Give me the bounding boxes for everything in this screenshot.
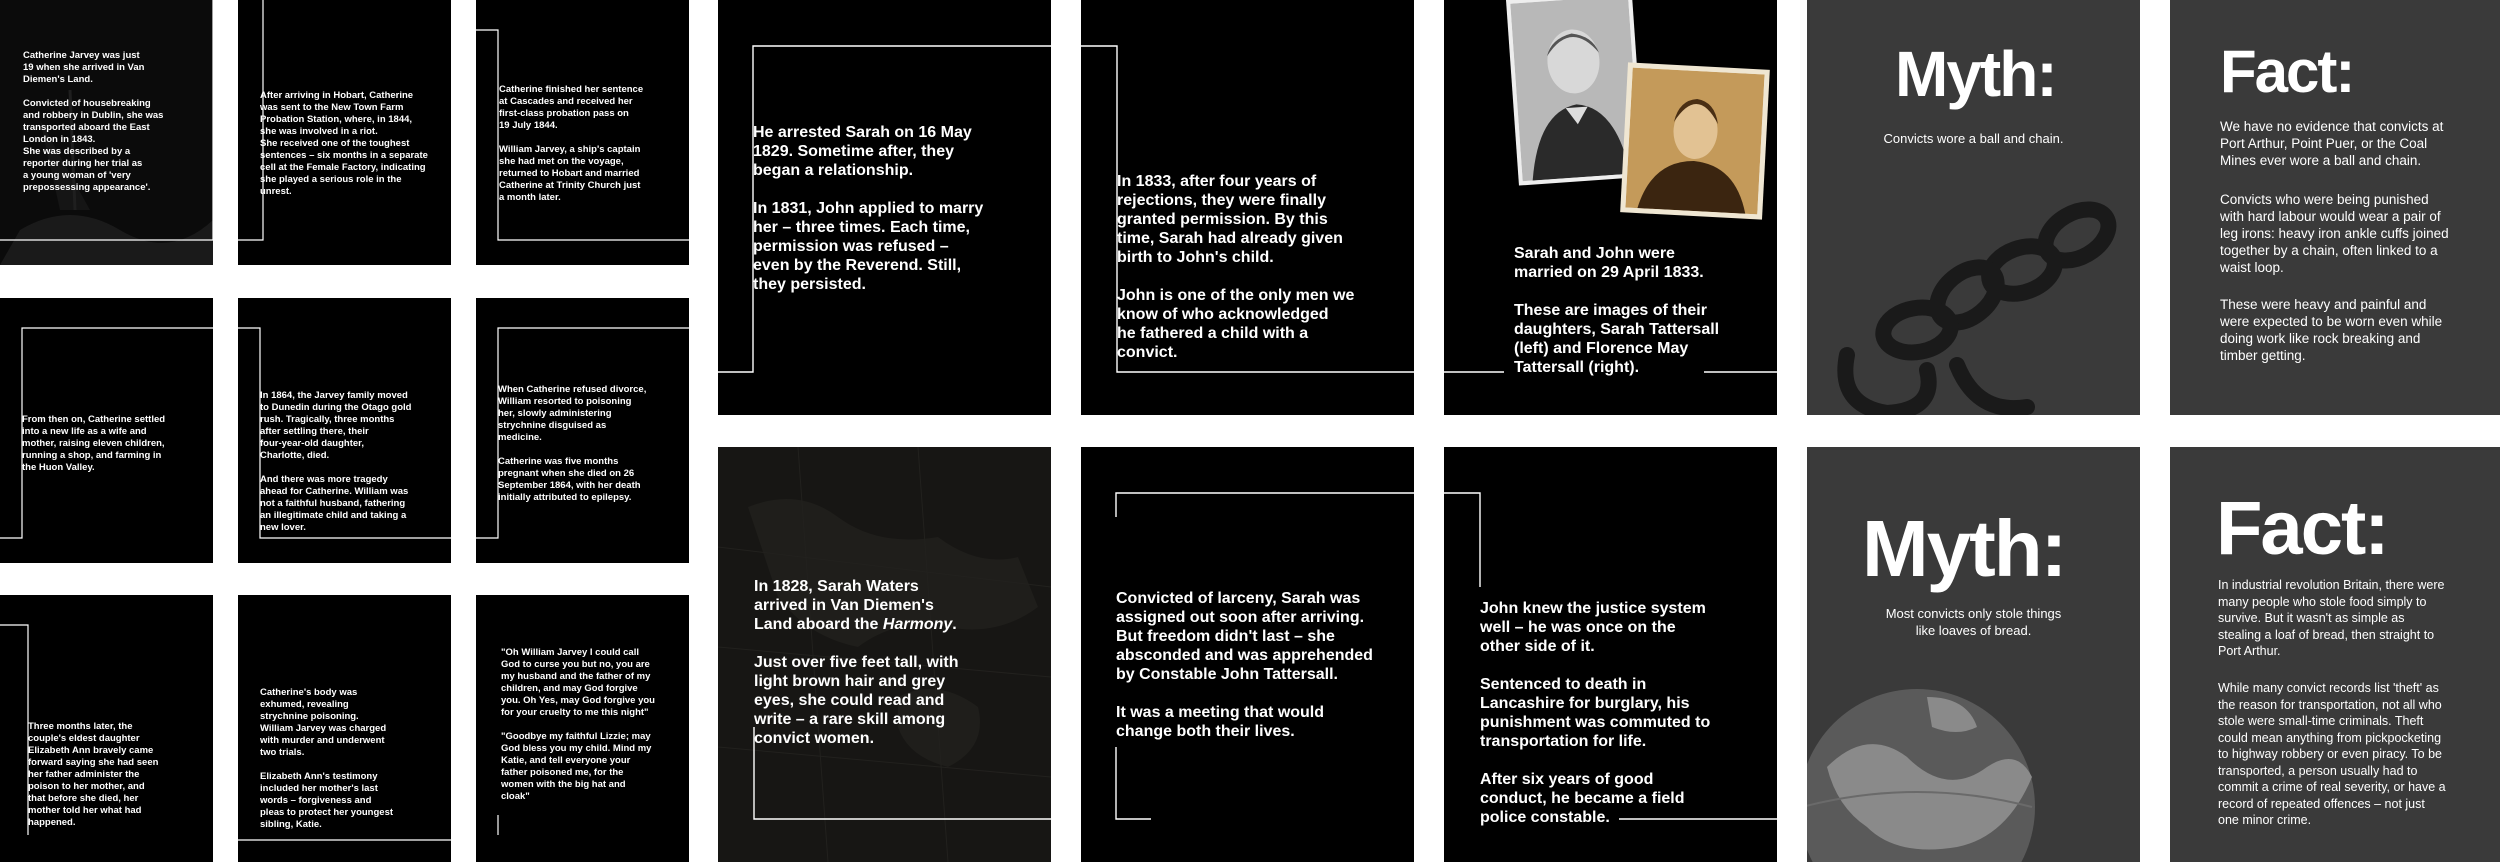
card-dunedin (238, 298, 451, 563)
portrait-photo-icon (1625, 68, 1764, 215)
chain-shackle-icon (1807, 175, 2140, 415)
story-permission (1081, 0, 1414, 415)
fact-para: In industrial revolution Britain, there were many people who stole food simply to survive. But it wasn't as simple as stealing a loaf of bread, then straight to Port Arthur. (2218, 578, 2445, 658)
fact-theft (2170, 447, 2500, 862)
story-text: In 1828, Sarah Waters arrived in Van Diemen's Land aboard the Harmony. Just over five feet tall, with light brown hair and grey eyes, she could read and write – a rare skill among convict women. (754, 578, 959, 747)
card-cascades (476, 0, 689, 265)
card-text: "Oh William Jarvey I could call God to curse you but no, you are my husband and the father of my children, and may God forgive you. Oh Yes, may God forgive you for your cruelty to me this night" "Goodbye my faithful Lizzie; may God bless you my child. Mind my Katie, and tell everyone your father poisoned me, for the women with the big hat and cloak" (501, 647, 655, 802)
card-hobart-riot (238, 0, 451, 265)
story-text: He arrested Sarah on 16 May 1829. Sometime after, they began a relationship. In 1831, John applied to marry her – three times. Each time, permission was refused – even by the Reverend. Still, they persisted. (753, 124, 984, 293)
story-text: Sarah and John were married on 29 April 1833. These are images of their daughters, Sarah Tattersall (left) and Florence May Tattersall (right). (1514, 245, 1720, 376)
myth-title: Myth: (1895, 38, 2056, 110)
fact-leg-irons (2170, 0, 2500, 415)
card-catherine-arrival (0, 0, 213, 265)
fact-title: Fact: (2216, 486, 2388, 571)
card-trials (238, 595, 451, 862)
ship-name: Harmony (882, 616, 953, 633)
card-text: After arriving in Hobart, Catherine was sent to the New Town Farm Probation Station, where, in 1844, she was involved in a riot. She received one of the toughest sentences – six months in a separate cell at the Female Factory, indicating she played a serious role in the unrest. (260, 90, 428, 197)
story-arrival (718, 447, 1051, 862)
story-text: In 1833, after four years of rejections, they were finally granted permission. By this time, Sarah had already given birth to John's child. John is one of the only men we know of who acknowledged he fathered a child with a convict. (1117, 173, 1355, 361)
story-text: Convicted of larceny, Sarah was assigned out soon after arriving. But freedom didn't last – she absconded and was apprehended by Constable John Tattersall. It was a meeting that would change both their lives. (1116, 590, 1373, 740)
card-text: Three months later, the couple's eldest daughter Elizabeth Ann bravely came forward saying she had seen her father administer the poison to her mother, and that before she died, her mother told her what had happened. (28, 721, 159, 828)
portrait-photo-icon (1510, 0, 1640, 181)
story-arrest (718, 0, 1051, 415)
myth-text: Convicts wore a ball and chain. (1883, 131, 2064, 146)
card-text: Catherine finished her sentence at Cascades and received her first-class probation pass on 19 July 1844. William Jarvey, a ship's captain she had met on the voyage, returned to Hobart and married Catherine at Trinity Church just a month later. (499, 84, 644, 203)
myth-ball-chain (1807, 0, 2140, 415)
myth-text: Most convicts only stole things like loaves of bread. (1885, 606, 2062, 638)
story-marriage (1444, 0, 1777, 415)
fact-para: We have no evidence that convicts at Port Arthur, Point Puer, or the Coal Mines ever wore a ball and chain. (2220, 119, 2444, 168)
card-poisoning (476, 298, 689, 563)
story-larceny (1081, 447, 1414, 862)
story-justice (1444, 447, 1777, 862)
fact-para: Convicts who were being punished with hard labour would wear a pair of leg irons: heavy iron ankle cuffs joined together by a chain, often linked to a waist loop. (2220, 192, 2449, 275)
fact-para: While many convict records list 'theft' as the reason for transportation, not all who stole were small-time criminals. Theft could mean anything from pickpocketing to highway robbery or even piracy. To be transported, a person usually had to commit a crime of real severity, or have a record of repeated offences – not just one minor crime. (2218, 681, 2446, 827)
myth-title: Myth: (1862, 504, 2066, 593)
card-text: Catherine Jarvey was just 19 when she arrived in Van Diemen's Land. Convicted of housebreaking and robbery in Dublin, she was transported aboard the East London in 1843. She was described by a reporter during her trial as a young woman of 'very prepossessing appearance'. (23, 50, 164, 193)
card-text: When Catherine refused divorce, William resorted to poisoning her, slowly administering strychnine disguised as medicine. Catherine was five months pregnant when she died on 26 September 1864, with her death initially attributed to epilepsy. (498, 384, 647, 503)
card-last-words (476, 595, 689, 862)
card-huon-valley (0, 298, 213, 563)
card-text: In 1864, the Jarvey family moved to Dunedin during the Otago gold rush. Tragically, three months after settling there, their four-year-old daughter, Charlotte, died. And there was more tragedy ahead for Catherine. William was not a faithful husband, fathering an illegitimate child and taking a new lover. (260, 390, 412, 533)
fact-para: These were heavy and painful and were expected to be worn even while doing work like rock breaking and timber getting. (2220, 297, 2443, 363)
card-text: Catherine's body was exhumed, revealing strychnine poisoning. William Jarvey was charged with murder and underwent two trials. Elizabeth Ann's testimony included her mother's last words – forgiveness and pleas to protect her youngest sibling, Katie. (260, 687, 394, 830)
card-text: From then on, Catherine settled into a new life as a wife and mother, raising eleven children, running a shop, and farming in the Huon Valley. (22, 414, 166, 473)
globe-icon (1807, 657, 2140, 862)
photo-florence-tattersall (1620, 62, 1770, 219)
myth-loaves (1807, 447, 2140, 862)
story-text: John knew the justice system well – he was once on the other side of it. Sentenced to death in Lancashire for burglary, his punishment was commuted to transportation for life. After six years of good conduct, he became a field police constable. (1480, 600, 1711, 826)
fact-title: Fact: (2220, 38, 2354, 105)
card-testimony (0, 595, 213, 862)
